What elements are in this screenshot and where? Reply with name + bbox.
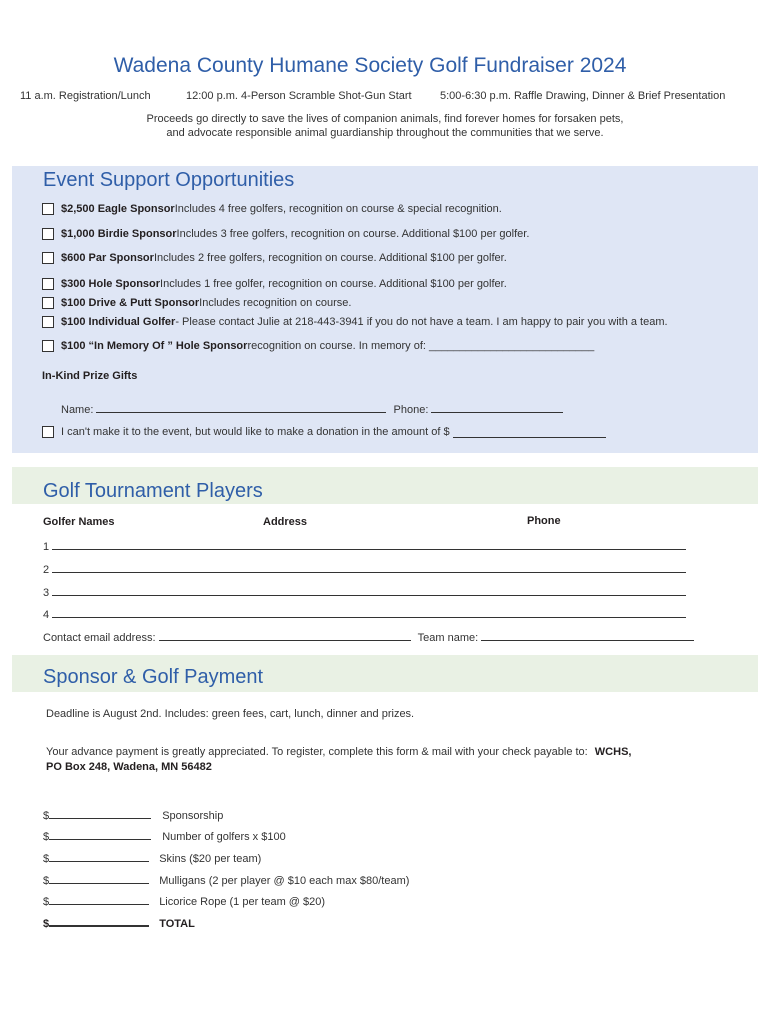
payment-line-label: Skins ($20 per team)	[159, 853, 262, 865]
option-eagle-desc: Includes 4 free golfers, recognition on course & special recognition.	[174, 203, 502, 215]
mission-line-1: Proceeds go directly to save the lives of companion animals, find forever homes for forsaken pets,	[146, 113, 624, 125]
payment-title: Sponsor & Golf Payment	[43, 666, 264, 688]
option-hole-desc: Includes 1 free golfer, recognition on course. Additional $100 per golfer.	[160, 278, 507, 290]
col-golfer-names: Golfer Names	[43, 516, 115, 528]
payment-line-sponsorship	[43, 808, 223, 822]
option-individual-desc: - Please contact Julie at 218-443-3941 if you do not have a team. I am happy to pair you with a team.	[175, 316, 668, 328]
donation-row	[42, 426, 606, 438]
checkbox-drive-putt[interactable]	[42, 297, 54, 309]
inkind-name-field[interactable]	[96, 402, 386, 413]
contact-email-label: Contact email address:	[43, 632, 156, 644]
golfer-row-number: 4	[43, 609, 50, 621]
option-eagle	[42, 203, 502, 215]
contact-email-field[interactable]	[159, 630, 411, 641]
option-par-desc: Includes 2 free golfers, recognition on course. Additional $100 per golfer.	[153, 252, 507, 264]
players-title: Golf Tournament Players	[43, 480, 263, 502]
checkbox-memory[interactable]	[42, 340, 54, 352]
mulligans-amount-field[interactable]	[49, 873, 149, 884]
option-drive-putt	[42, 297, 351, 309]
payment-total-label: TOTAL	[159, 918, 195, 930]
payment-line-label: Sponsorship	[162, 810, 224, 822]
payment-line-label: Licorice Rope (1 per team @ $20)	[159, 896, 326, 908]
golfer-row	[43, 585, 686, 599]
payment-line-label: Number of golfers x $100	[162, 831, 286, 843]
checkbox-donation[interactable]	[42, 426, 54, 438]
option-par	[42, 252, 507, 264]
golfers-amount-field[interactable]	[49, 829, 151, 840]
payment-address: PO Box 248, Wadena, MN 56482	[46, 761, 212, 773]
dollar-sign: $	[43, 896, 50, 908]
option-hole	[42, 278, 507, 290]
checkbox-individual[interactable]	[42, 316, 54, 328]
checkbox-hole[interactable]	[42, 278, 54, 290]
golfer-row	[43, 607, 686, 621]
inkind-name-label: Name:	[61, 404, 94, 416]
option-individual-name: $100 Individual Golfer	[61, 316, 176, 328]
golfer-row	[43, 539, 686, 553]
option-eagle-name: $2,500 Eagle Sponsor	[61, 203, 175, 215]
golfer-row-field[interactable]	[52, 562, 686, 573]
golfer-row-field[interactable]	[52, 539, 686, 550]
payment-header-band	[12, 655, 758, 692]
golfer-row	[43, 562, 686, 576]
licorice-amount-field[interactable]	[49, 894, 149, 905]
total-amount-field[interactable]	[49, 915, 149, 927]
payment-line-total	[43, 915, 195, 930]
dollar-sign: $	[43, 810, 50, 822]
col-phone: Phone	[527, 515, 561, 527]
sponsorship-amount-field[interactable]	[49, 808, 151, 819]
inkind-phone-field[interactable]	[431, 402, 563, 413]
payment-payee: WCHS,	[594, 746, 632, 758]
dollar-sign: $	[43, 853, 50, 865]
option-drive-putt-name: $100 Drive & Putt Sponsor	[61, 297, 200, 309]
golfer-row-number: 3	[43, 587, 50, 599]
players-header-band	[12, 467, 758, 504]
option-birdie-name: $1,000 Birdie Sponsor	[61, 228, 177, 240]
checkbox-par[interactable]	[42, 252, 54, 264]
payment-advance-text: Your advance payment is greatly appreciated. To register, complete this form & mail with your check payable to:	[46, 746, 588, 758]
option-par-name: $600 Par Sponsor	[61, 252, 154, 264]
option-individual	[42, 316, 668, 328]
skins-amount-field[interactable]	[49, 851, 149, 862]
option-memory-desc: recognition on course. In memory of: ___________________________	[247, 340, 595, 352]
contact-row	[43, 630, 694, 644]
option-memory-name: $100 “In Memory Of ” Hole Sponsor	[61, 340, 248, 352]
golfer-row-number: 1	[43, 541, 50, 553]
col-address: Address	[263, 516, 308, 528]
schedule-dinner: 5:00-6:30 p.m. Raffle Drawing, Dinner & Brief Presentation	[440, 90, 726, 102]
page-title: Wadena County Humane Society Golf Fundraiser 2024	[113, 54, 627, 77]
donation-amount-field[interactable]	[453, 427, 606, 438]
team-name-field[interactable]	[481, 630, 694, 641]
dollar-sign: $	[43, 918, 50, 930]
option-memory	[42, 340, 594, 352]
option-birdie-desc: Includes 3 free golfers, recognition on course. Additional $100 per golfer.	[176, 228, 530, 240]
mission-line-2: and advocate responsible animal guardianship throughout the communities that we serve.	[166, 127, 604, 139]
payment-line-mulligans	[43, 873, 409, 887]
golfer-row-field[interactable]	[52, 585, 686, 596]
payment-line-skins	[43, 851, 261, 865]
inkind-label: In-Kind Prize Gifts	[42, 370, 138, 382]
support-title: Event Support Opportunities	[43, 169, 295, 191]
checkbox-eagle[interactable]	[42, 203, 54, 215]
team-name-label: Team name:	[417, 632, 479, 644]
payment-line-golfers	[43, 829, 286, 843]
option-hole-name: $300 Hole Sponsor	[61, 278, 161, 290]
inkind-name-row	[61, 402, 563, 416]
inkind-phone-label: Phone:	[393, 404, 429, 416]
checkbox-birdie[interactable]	[42, 228, 54, 240]
dollar-sign: $	[43, 875, 50, 887]
schedule-registration: 11 a.m. Registration/Lunch	[20, 90, 151, 102]
payment-advance-row	[46, 746, 631, 758]
payment-deadline: Deadline is August 2nd. Includes: green fees, cart, lunch, dinner and prizes.	[46, 708, 415, 720]
golfer-row-number: 2	[43, 564, 50, 576]
donation-text: I can't make it to the event, but would like to make a donation in the amount of $	[61, 426, 450, 438]
payment-line-label: Mulligans (2 per player @ $10 each max $80/team)	[159, 875, 410, 887]
dollar-sign: $	[43, 831, 50, 843]
option-drive-putt-desc: Includes recognition on course.	[199, 297, 352, 309]
golfer-row-field[interactable]	[52, 607, 686, 618]
option-birdie	[42, 228, 529, 240]
payment-line-licorice	[43, 894, 325, 908]
schedule-shotgun-start: 12:00 p.m. 4-Person Scramble Shot-Gun Start	[186, 90, 412, 102]
support-section	[12, 166, 758, 453]
